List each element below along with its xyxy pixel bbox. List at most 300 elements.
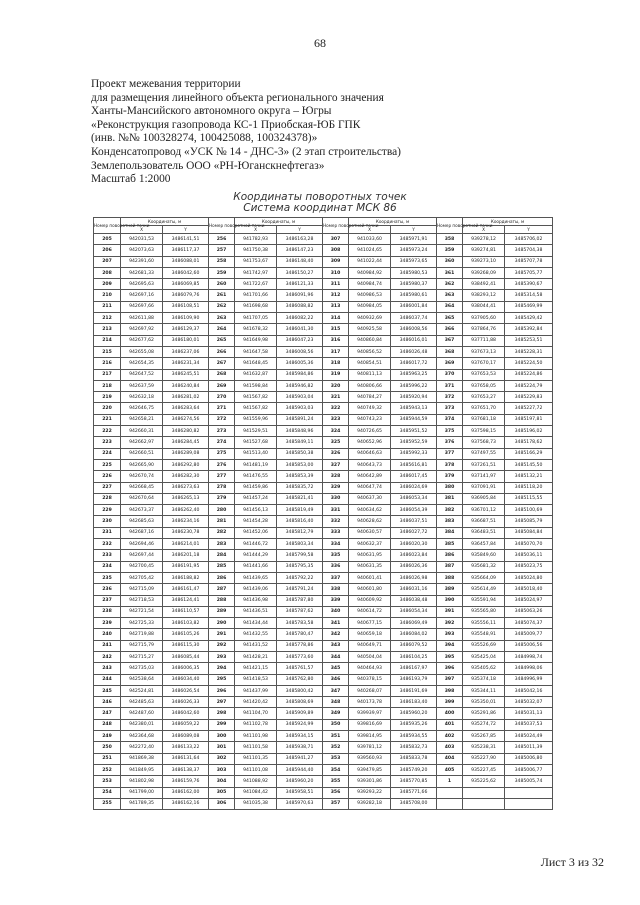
- point-number-cell: 327: [323, 459, 349, 470]
- x-coordinate-cell: 940652,96: [349, 437, 391, 448]
- y-coordinate-cell: 3486284,45: [163, 437, 209, 448]
- point-number-cell: 392: [437, 618, 463, 629]
- y-coordinate-cell: 3485970,63: [277, 798, 323, 809]
- y-coordinate-cell: 3485787,80: [277, 595, 323, 606]
- y-coordinate-cell: 3486026,36: [391, 561, 437, 572]
- header-point-number: Номер поворотной точки: [209, 218, 235, 234]
- header-line: Проект межевания территории: [91, 78, 241, 90]
- x-coordinate-cell: 942646,75: [121, 403, 163, 414]
- y-coordinate-cell: 3486273,63: [163, 482, 209, 493]
- y-coordinate-cell: 3486026,98: [391, 572, 437, 583]
- y-coordinate-cell: 3486001,84: [391, 301, 437, 312]
- y-coordinate-cell: 3486082,22: [277, 313, 323, 324]
- x-coordinate-cell: 941420,42: [235, 697, 277, 708]
- y-coordinate-cell: 3486084,02: [391, 629, 437, 640]
- y-coordinate-cell: 3486069,49: [391, 618, 437, 629]
- point-number-cell: 369: [437, 358, 463, 369]
- x-coordinate-cell: [463, 787, 505, 798]
- x-coordinate-cell: 941452,06: [235, 527, 277, 538]
- point-number-cell: 358: [437, 234, 463, 245]
- point-number-cell: 278: [209, 482, 235, 493]
- y-coordinate-cell: 3486262,40: [163, 505, 209, 516]
- y-coordinate-cell: 3485803,34: [277, 539, 323, 550]
- y-coordinate-cell: 3485771,66: [391, 787, 437, 798]
- x-coordinate-cell: 939814,95: [349, 731, 391, 742]
- point-number-cell: 262: [209, 301, 235, 312]
- y-coordinate-cell: 3485616,81: [391, 459, 437, 470]
- y-coordinate-cell: 3485778,86: [277, 640, 323, 651]
- point-number-cell: 357: [323, 798, 349, 809]
- y-coordinate-cell: 3485006,56: [505, 640, 553, 651]
- x-coordinate-cell: 941101,98: [235, 731, 277, 742]
- y-coordinate-cell: 3485903,04: [277, 392, 323, 403]
- x-coordinate-cell: 935565,80: [463, 606, 505, 617]
- table-row: [94, 324, 553, 335]
- y-coordinate-cell: 3485196,02: [505, 426, 553, 437]
- point-number-cell: 393: [437, 629, 463, 640]
- x-coordinate-cell: 942031,53: [121, 234, 163, 245]
- x-coordinate-cell: 937651,70: [463, 403, 505, 414]
- point-number-cell: 309: [323, 256, 349, 267]
- y-coordinate-cell: 3486108,51: [163, 301, 209, 312]
- x-coordinate-cell: 937673,13: [463, 346, 505, 357]
- point-number-cell: 351: [323, 731, 349, 742]
- x-coordinate-cell: 941088,92: [235, 776, 277, 787]
- x-coordinate-cell: 941084,42: [235, 787, 277, 798]
- y-coordinate-cell: 3485951,52: [391, 426, 437, 437]
- point-number-cell: 386: [437, 550, 463, 561]
- point-number-cell: 321: [323, 392, 349, 403]
- point-number-cell: 288: [209, 595, 235, 606]
- x-coordinate-cell: 941101,35: [235, 753, 277, 764]
- point-number-cell: 343: [323, 640, 349, 651]
- x-coordinate-cell: 942632,18: [121, 392, 163, 403]
- x-coordinate-cell: 940749,32: [349, 403, 391, 414]
- y-coordinate-cell: 3486148,40: [277, 256, 323, 267]
- x-coordinate-cell: 942668,45: [121, 482, 163, 493]
- x-coordinate-cell: 939816,69: [349, 719, 391, 730]
- y-coordinate-cell: 3485924,99: [277, 719, 323, 730]
- point-number-cell: 211: [94, 301, 121, 312]
- x-coordinate-cell: 938492,41: [463, 279, 505, 290]
- y-coordinate-cell: 3486167,97: [391, 663, 437, 674]
- y-coordinate-cell: 3486017,45: [391, 471, 437, 482]
- y-coordinate-cell: 3486150,27: [277, 267, 323, 278]
- y-coordinate-cell: 3485253,51: [505, 335, 553, 346]
- x-coordinate-cell: 941432,55: [235, 629, 277, 640]
- x-coordinate-cell: 942725,33: [121, 618, 163, 629]
- x-coordinate-cell: 940984,92: [349, 267, 391, 278]
- point-number-cell: 361: [437, 267, 463, 278]
- point-number-cell: 365: [437, 313, 463, 324]
- point-number-cell: 345: [323, 663, 349, 674]
- point-number-cell: 205: [94, 234, 121, 245]
- y-coordinate-cell: 3485903,03: [277, 403, 323, 414]
- y-coordinate-cell: 3486024,69: [391, 482, 437, 493]
- table-row: [94, 279, 553, 290]
- point-number-cell: 231: [94, 527, 121, 538]
- y-coordinate-cell: 3485920,94: [391, 392, 437, 403]
- y-coordinate-cell: 3485705,77: [505, 267, 553, 278]
- point-number-cell: 372: [437, 392, 463, 403]
- y-coordinate-cell: 3486117,37: [163, 245, 209, 256]
- y-coordinate-cell: 3486147,23: [277, 245, 323, 256]
- point-number-cell: 342: [323, 629, 349, 640]
- header-coordinates: Координаты, м: [463, 218, 553, 226]
- x-coordinate-cell: 939282,18: [349, 798, 391, 809]
- point-number-cell: 316: [323, 335, 349, 346]
- table-row: [94, 256, 553, 267]
- point-number-cell: 266: [209, 346, 235, 357]
- header-line: Масштаб 1:2000: [91, 173, 171, 186]
- x-coordinate-cell: 942611,88: [121, 313, 163, 324]
- point-number-cell: 235: [94, 572, 121, 583]
- table-header-row: [94, 218, 553, 226]
- y-coordinate-cell: 3486089,08: [163, 731, 209, 742]
- y-coordinate-cell: 3485762,80: [277, 674, 323, 685]
- y-coordinate-cell: 3485783,58: [277, 618, 323, 629]
- point-number-cell: 249: [94, 731, 121, 742]
- x-coordinate-cell: 937681,18: [463, 414, 505, 425]
- point-number-cell: 221: [94, 414, 121, 425]
- point-number-cell: 233: [94, 550, 121, 561]
- point-number-cell: 333: [323, 527, 349, 538]
- point-number-cell: 311: [323, 279, 349, 290]
- header-line: «Реконструкция газопровода КС-1 Приобская-ЮБ ГПК: [91, 118, 361, 131]
- x-coordinate-cell: 942658,21: [121, 414, 163, 425]
- point-number-cell: 341: [323, 618, 349, 629]
- table-row: [94, 550, 553, 561]
- header-point-number: Номер поворотной точки: [323, 218, 349, 234]
- x-coordinate-cell: 935274,72: [463, 719, 505, 730]
- y-coordinate-cell: 3485960,20: [277, 776, 323, 787]
- y-coordinate-cell: 3485390,67: [505, 279, 553, 290]
- point-number-cell: 401: [437, 719, 463, 730]
- point-number-cell: 384: [437, 527, 463, 538]
- y-coordinate-cell: 3486121,33: [277, 279, 323, 290]
- x-coordinate-cell: 935225,62: [463, 776, 505, 787]
- x-coordinate-cell: 941701,66: [235, 290, 277, 301]
- header-line: (инв. №№ 100328274, 100425088, 100324378)»: [91, 132, 318, 145]
- point-number-cell: 246: [94, 697, 121, 708]
- y-coordinate-cell: 3484998,74: [505, 651, 553, 662]
- point-number-cell: 215: [94, 346, 121, 357]
- y-coordinate-cell: 3485145,50: [505, 459, 553, 470]
- table-row: [94, 335, 553, 346]
- x-coordinate-cell: 940854,51: [349, 358, 391, 369]
- table-row: [94, 651, 553, 662]
- x-coordinate-cell: 940986,53: [349, 290, 391, 301]
- x-coordinate-cell: 937658,05: [463, 380, 505, 391]
- header-line: Ханты-Мансийского автономного округа – Югры: [91, 105, 332, 118]
- y-coordinate-cell: 3486054,34: [391, 606, 437, 617]
- x-coordinate-cell: [463, 798, 505, 809]
- y-coordinate-cell: 3486038,48: [391, 595, 437, 606]
- y-coordinate-cell: 3486230,78: [163, 527, 209, 538]
- point-number-cell: 213: [94, 324, 121, 335]
- table-row: [94, 697, 553, 708]
- x-coordinate-cell: 942694,46: [121, 539, 163, 550]
- y-coordinate-cell: 3485228,31: [505, 346, 553, 357]
- y-coordinate-cell: 3486115,30: [163, 640, 209, 651]
- point-number-cell: 375: [437, 426, 463, 437]
- x-coordinate-cell: 940925,58: [349, 324, 391, 335]
- y-coordinate-cell: 3486026,33: [163, 697, 209, 708]
- x-coordinate-cell: 940860,84: [349, 335, 391, 346]
- x-coordinate-cell: 942647,52: [121, 369, 163, 380]
- table-row: [94, 426, 553, 437]
- table-row: [94, 776, 553, 787]
- x-coordinate-cell: 941698,68: [235, 301, 277, 312]
- point-number-cell: 314: [323, 313, 349, 324]
- y-coordinate-cell: 3485934,55: [391, 731, 437, 742]
- y-coordinate-cell: 3485958,51: [277, 787, 323, 798]
- point-number-cell: 346: [323, 674, 349, 685]
- x-coordinate-cell: 942697,44: [121, 550, 163, 561]
- point-number-cell: 301: [209, 742, 235, 753]
- y-coordinate-cell: 3485799,58: [277, 550, 323, 561]
- point-number-cell: 210: [94, 290, 121, 301]
- y-coordinate-cell: 3485224,50: [505, 358, 553, 369]
- y-coordinate-cell: 3486023,84: [391, 550, 437, 561]
- x-coordinate-cell: 937653,53: [463, 369, 505, 380]
- y-coordinate-cell: 3486042,60: [163, 708, 209, 719]
- point-number-cell: 362: [437, 279, 463, 290]
- x-coordinate-cell: 940743,23: [349, 414, 391, 425]
- table-row: [94, 561, 553, 572]
- y-coordinate-cell: 3486214,01: [163, 539, 209, 550]
- y-coordinate-cell: 3485227,72: [505, 403, 553, 414]
- x-coordinate-cell: 940649,71: [349, 640, 391, 651]
- x-coordinate-cell: 940630,57: [349, 527, 391, 538]
- x-coordinate-cell: 942670,74: [121, 471, 163, 482]
- y-coordinate-cell: 3485973,65: [391, 256, 437, 267]
- x-coordinate-cell: 942681,33: [121, 267, 163, 278]
- y-coordinate-cell: 3486180,01: [163, 335, 209, 346]
- x-coordinate-cell: 942700,45: [121, 561, 163, 572]
- y-coordinate-cell: 3485853,00: [277, 459, 323, 470]
- table-row: [94, 392, 553, 403]
- y-coordinate-cell: 3486283,64: [163, 403, 209, 414]
- y-coordinate-cell: 3486109,90: [163, 313, 209, 324]
- table-row: [94, 516, 553, 527]
- x-coordinate-cell: 942715,27: [121, 651, 163, 662]
- x-coordinate-cell: 939273,10: [463, 256, 505, 267]
- point-number-cell: 397: [437, 674, 463, 685]
- point-number-cell: 338: [323, 584, 349, 595]
- point-number-cell: 319: [323, 369, 349, 380]
- y-coordinate-cell: 3485819,49: [277, 505, 323, 516]
- point-number-cell: 390: [437, 595, 463, 606]
- table-row: [94, 584, 553, 595]
- point-number-cell: 263: [209, 313, 235, 324]
- x-coordinate-cell: 941678,32: [235, 324, 277, 335]
- x-coordinate-cell: 940726,65: [349, 426, 391, 437]
- point-number-cell: 295: [209, 674, 235, 685]
- point-number-cell: [437, 798, 463, 809]
- x-coordinate-cell: 942073,63: [121, 245, 163, 256]
- y-coordinate-cell: 3486141,51: [163, 234, 209, 245]
- x-coordinate-cell: 942637,59: [121, 380, 163, 391]
- y-coordinate-cell: 3485992,33: [391, 448, 437, 459]
- table-row: [94, 719, 553, 730]
- x-coordinate-cell: 942364,68: [121, 731, 163, 742]
- table-row: [94, 437, 553, 448]
- point-number-cell: 318: [323, 358, 349, 369]
- point-number-cell: 253: [94, 776, 121, 787]
- x-coordinate-cell: 941647,58: [235, 346, 277, 357]
- y-coordinate-cell: 3486265,13: [163, 493, 209, 504]
- y-coordinate-cell: 3485848,96: [277, 426, 323, 437]
- table-row: [94, 245, 553, 256]
- y-coordinate-cell: 3485850,38: [277, 448, 323, 459]
- x-coordinate-cell: 942695,63: [121, 279, 163, 290]
- y-coordinate-cell: 3486231,34: [163, 358, 209, 369]
- point-number-cell: 334: [323, 539, 349, 550]
- point-number-cell: 312: [323, 290, 349, 301]
- y-coordinate-cell: 3486008,56: [277, 346, 323, 357]
- y-coordinate-cell: 3485706,02: [505, 234, 553, 245]
- y-coordinate-cell: 3486104,25: [391, 651, 437, 662]
- x-coordinate-cell: 941707,05: [235, 313, 277, 324]
- y-coordinate-cell: 3485761,57: [277, 663, 323, 674]
- y-coordinate-cell: 3486191,69: [391, 685, 437, 696]
- x-coordinate-cell: 935526,69: [463, 640, 505, 651]
- point-number-cell: 304: [209, 776, 235, 787]
- sheet-label: Лист 3 из 32: [540, 855, 604, 869]
- header-line: Землепользователь ООО «РН-Юганскнефтегаз»: [91, 159, 325, 172]
- point-number-cell: 348: [323, 697, 349, 708]
- point-number-cell: 285: [209, 561, 235, 572]
- point-number-cell: [437, 787, 463, 798]
- x-coordinate-cell: 942391,60: [121, 256, 163, 267]
- header-coordinates: Координаты, м: [235, 218, 323, 226]
- x-coordinate-cell: 942485,63: [121, 697, 163, 708]
- x-coordinate-cell: 941033,60: [349, 234, 391, 245]
- x-coordinate-cell: 939268,09: [463, 267, 505, 278]
- x-coordinate-cell: 941476,55: [235, 471, 277, 482]
- point-number-cell: 270: [209, 392, 235, 403]
- x-coordinate-cell: 937905,60: [463, 313, 505, 324]
- point-number-cell: 1: [437, 776, 463, 787]
- y-coordinate-cell: 3485980,37: [391, 279, 437, 290]
- point-number-cell: 328: [323, 471, 349, 482]
- x-coordinate-cell: 940631,95: [349, 550, 391, 561]
- x-coordinate-cell: 936483,51: [463, 527, 505, 538]
- x-coordinate-cell: 941444,29: [235, 550, 277, 561]
- y-coordinate-cell: 3486091,96: [277, 290, 323, 301]
- y-coordinate-cell: 3486133,22: [163, 742, 209, 753]
- header-y: Y: [391, 226, 437, 234]
- y-coordinate-cell: 3485018,40: [505, 584, 553, 595]
- point-number-cell: 364: [437, 301, 463, 312]
- y-coordinate-cell: 3485944,40: [277, 764, 323, 775]
- x-coordinate-cell: 935291,86: [463, 708, 505, 719]
- x-coordinate-cell: 941456,13: [235, 505, 277, 516]
- point-number-cell: 219: [94, 392, 121, 403]
- point-number-cell: 360: [437, 256, 463, 267]
- x-coordinate-cell: 940659,18: [349, 629, 391, 640]
- y-coordinate-cell: 3485031,13: [505, 708, 553, 719]
- table-row: [94, 358, 553, 369]
- table-row: [94, 595, 553, 606]
- x-coordinate-cell: 938293,12: [463, 290, 505, 301]
- point-number-cell: 373: [437, 403, 463, 414]
- x-coordinate-cell: 941598,84: [235, 380, 277, 391]
- point-number-cell: 305: [209, 787, 235, 798]
- x-coordinate-cell: 942718,53: [121, 595, 163, 606]
- y-coordinate-cell: 3485770,85: [391, 776, 437, 787]
- y-coordinate-cell: 3486183,40: [391, 697, 437, 708]
- point-number-cell: 240: [94, 629, 121, 640]
- point-number-cell: 268: [209, 369, 235, 380]
- x-coordinate-cell: 940601,80: [349, 584, 391, 595]
- point-number-cell: 396: [437, 663, 463, 674]
- table-row: [94, 629, 553, 640]
- y-coordinate-cell: 3485812,79: [277, 527, 323, 538]
- point-number-cell: 282: [209, 527, 235, 538]
- x-coordinate-cell: 941753,67: [235, 256, 277, 267]
- table-row: [94, 787, 553, 798]
- y-coordinate-cell: 3486041,30: [277, 324, 323, 335]
- point-number-cell: 209: [94, 279, 121, 290]
- point-number-cell: 355: [323, 776, 349, 787]
- y-coordinate-cell: 3486088,82: [277, 301, 323, 312]
- y-coordinate-cell: 3485707,78: [505, 256, 553, 267]
- point-number-cell: 248: [94, 719, 121, 730]
- table-row: [94, 685, 553, 696]
- table-row: [94, 527, 553, 538]
- point-number-cell: 354: [323, 764, 349, 775]
- y-coordinate-cell: 3486163,28: [277, 234, 323, 245]
- y-coordinate-cell: 3485891,24: [277, 414, 323, 425]
- x-coordinate-cell: 941559,96: [235, 414, 277, 425]
- point-number-cell: 293: [209, 651, 235, 662]
- table-row: [94, 403, 553, 414]
- x-coordinate-cell: 940784,27: [349, 392, 391, 403]
- x-coordinate-cell: 941799,00: [121, 787, 163, 798]
- point-number-cell: 383: [437, 516, 463, 527]
- header-y: Y: [277, 226, 323, 234]
- x-coordinate-cell: 942538,64: [121, 674, 163, 685]
- point-number-cell: 222: [94, 426, 121, 437]
- y-coordinate-cell: 3485980,61: [391, 290, 437, 301]
- table-row: [94, 234, 553, 245]
- y-coordinate-cell: 3486020,30: [391, 539, 437, 550]
- y-coordinate-cell: 3485024,80: [505, 572, 553, 583]
- x-coordinate-cell: 942670,64: [121, 493, 163, 504]
- x-coordinate-cell: 941459,86: [235, 482, 277, 493]
- x-coordinate-cell: 940932,69: [349, 313, 391, 324]
- x-coordinate-cell: 940647,74: [349, 482, 391, 493]
- point-number-cell: 329: [323, 482, 349, 493]
- y-coordinate-cell: 3485024,97: [505, 595, 553, 606]
- x-coordinate-cell: 937091,91: [463, 482, 505, 493]
- y-coordinate-cell: 3485791,24: [277, 584, 323, 595]
- x-coordinate-cell: 941441,66: [235, 561, 277, 572]
- point-number-cell: 332: [323, 516, 349, 527]
- y-coordinate-cell: 3486059,22: [163, 719, 209, 730]
- point-number-cell: 398: [437, 685, 463, 696]
- point-number-cell: 367: [437, 335, 463, 346]
- y-coordinate-cell: 3485118,20: [505, 482, 553, 493]
- y-coordinate-cell: 3485960,20: [391, 708, 437, 719]
- y-coordinate-cell: 3486193,79: [391, 674, 437, 685]
- point-number-cell: 325: [323, 437, 349, 448]
- point-number-cell: 206: [94, 245, 121, 256]
- x-coordinate-cell: 940173,78: [349, 697, 391, 708]
- point-number-cell: 232: [94, 539, 121, 550]
